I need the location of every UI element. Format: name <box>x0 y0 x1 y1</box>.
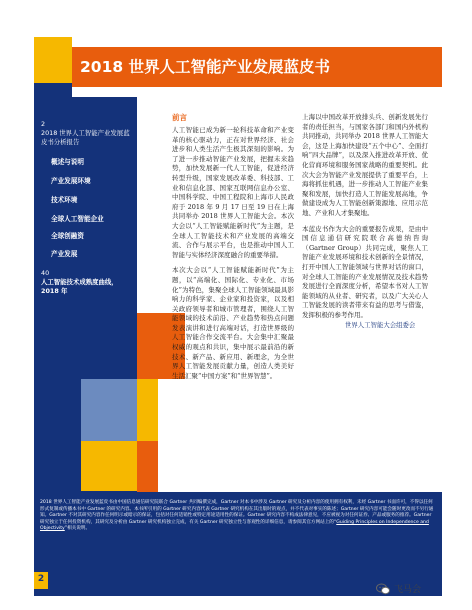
paragraph: 人工智能已成为新一轮科技革命和产业变革的核心驱动力，正在对世界经济、社会进步和人类生活产生极其深刻的影响。为了进一步推动智能产业发展，把握未来趋势，加快发展新一代人工智能，促进经济转型升级，国家发展改革委、科技部、工业和信息化部、国家互联网信息办公室、中国科学院、中国工程院和上海市人民政府于 2018 年 9 月 17 日至 19 日在上海共同举办 2018 世界人工智能大会。本次大会以“人工智能赋能新时代”为主题，是全球人工智能技术和产业发展的高端交流、合作与展示平台，也是推动中国人工智能与实体经济深度融合的重要举措。 <box>172 126 294 259</box>
sidebar-chart-title[interactable]: 人工智能技术成熟度曲线，2018 年 <box>41 278 118 295</box>
signoff: 世界人工智能大会组委会 <box>345 321 416 329</box>
toc-item-global-financing[interactable]: 全球创融资 <box>51 232 84 240</box>
toc-item-tech-environment[interactable]: 技术环境 <box>51 196 78 204</box>
decor-yellow-block <box>81 441 137 491</box>
body-column-right <box>302 113 428 320</box>
toc-item-overview[interactable]: 概述与说明 <box>51 158 84 166</box>
header-navy-block <box>34 83 72 97</box>
footer-disclaimer <box>40 500 436 533</box>
toc-item-industry-development[interactable]: 产业发展 <box>51 250 78 258</box>
decor-light-blue-block <box>81 379 137 441</box>
sidebar-chart-number: 40 <box>41 269 50 277</box>
toc-item-industry-environment[interactable]: 产业发展环境 <box>51 177 91 185</box>
paragraph: 本蓝皮书作为大会的重要报告成果，是由中国信息通信研究院联合高德纳咨询（Gartner Group）共同完成，聚焦人工智能产业发展环境和技术创新的全景情况，打开中国人工智能领域与世界对话的窗口，对全球人工智能的产业发展情况及技术趋势发展进行全面深度分析，希望本书对人工智能领域的从业者、研究者，以及广大关心人工智能发展的读者带来有益的思考与借鉴，发挥积极的参考作用。 <box>302 224 428 319</box>
document-title: 2018 世界人工智能产业发展蓝皮书 <box>80 58 331 76</box>
sidebar-report-title[interactable]: 2018 世界人工智能产业发展蓝皮书分析报告 <box>41 129 130 146</box>
watermark-text: 飞马会 <box>394 585 422 595</box>
page-number: 2 <box>37 574 45 584</box>
toc-item-global-ai-companies[interactable]: 全球人工智能企业 <box>51 215 104 223</box>
header-yellow-block <box>34 37 72 83</box>
decor-yellow-strip <box>137 379 158 441</box>
footer-disclaimer-text-end: ”相关说明。 <box>64 526 91 532</box>
footer-disclaimer-text: 2018 世界人工智能产业发展蓝皮书由中国信息通信研究院联合 Gartner 共同编撰完成，Gartner 对本书中涉及 Gartner 研究及分析内容的使用拥有权利，未经 Gartner 书面许可，不得以任何形式复制或传播本书中 Gartner 的研究内容。本书所引用的 Gartner 研究内容代表 Gartner 研究机构在其出版时的观点，并不代表对事实的陈述；Gartner 研究内容可能会随时更改而不另行通知。Gartner 不对其研究内容作任何明示或暗示的保证，包括对任何适销性或特定用途适用性的保证。Gartner 研究内容不构成法律意见，不应被视为对任何证券、产品或服务的推荐。Gartner 研究独立于任何投资机构，其研究及分析由 Gartner 研究机构独立完成，有关 Gartner 研究独立性与客观性的详细信息，请参阅其官方网站上的“ <box>40 500 434 525</box>
body-column-left <box>172 126 294 381</box>
watermark <box>376 582 421 595</box>
paragraph: 本次大会以“人工智能赋能新时代”为主题，以“高端化、国际化、专业化、市场化”为特色，集聚全球人工智能领域最具影响力的科学家、企业家和投资家，以及相关政府领导者和城市管理者，围绕人工智能领域的技术前沿、产业趋势和热点问题发表演讲和进行高端对话，打造世界级的人工智能合作交流平台。大会集中汇聚最权威的观点和共识，集中展示最前沿的新技术、新产品、新应用、新理念，为全世界人工智能发展贡献力量，创造人类美好生活汇聚“中国方案”和“世界智慧”。 <box>172 266 294 380</box>
paragraph: 上海以中国改革开放排头兵、创新发展先行者的责任担当，与国家各部门和国内外机构共同推动，共同举办 2018 世界人工智能大会，这是上海加快建设“五个中心”、全面打响“四大品牌”，以及深入推进改革开放、优化营商环境和服务国家战略的重要契机。此次大会为智能产业发展提供了重要平台，上海将抓住机遇，进一步推动人工智能产业集聚和发展，加快打造人工智能发展高地，争做建设成为人工智能创新策源地、应用示范地、产业和人才集聚地。 <box>302 113 428 217</box>
decor-navy-block <box>120 353 137 379</box>
independence-link[interactable]: Guiding Principles on Independence and Objectivity <box>40 519 429 532</box>
sidebar-report-number: 2 <box>41 120 46 128</box>
decor-orange-strip <box>137 441 158 492</box>
section-heading: 前言 <box>172 113 187 122</box>
wechat-icon <box>376 583 390 595</box>
